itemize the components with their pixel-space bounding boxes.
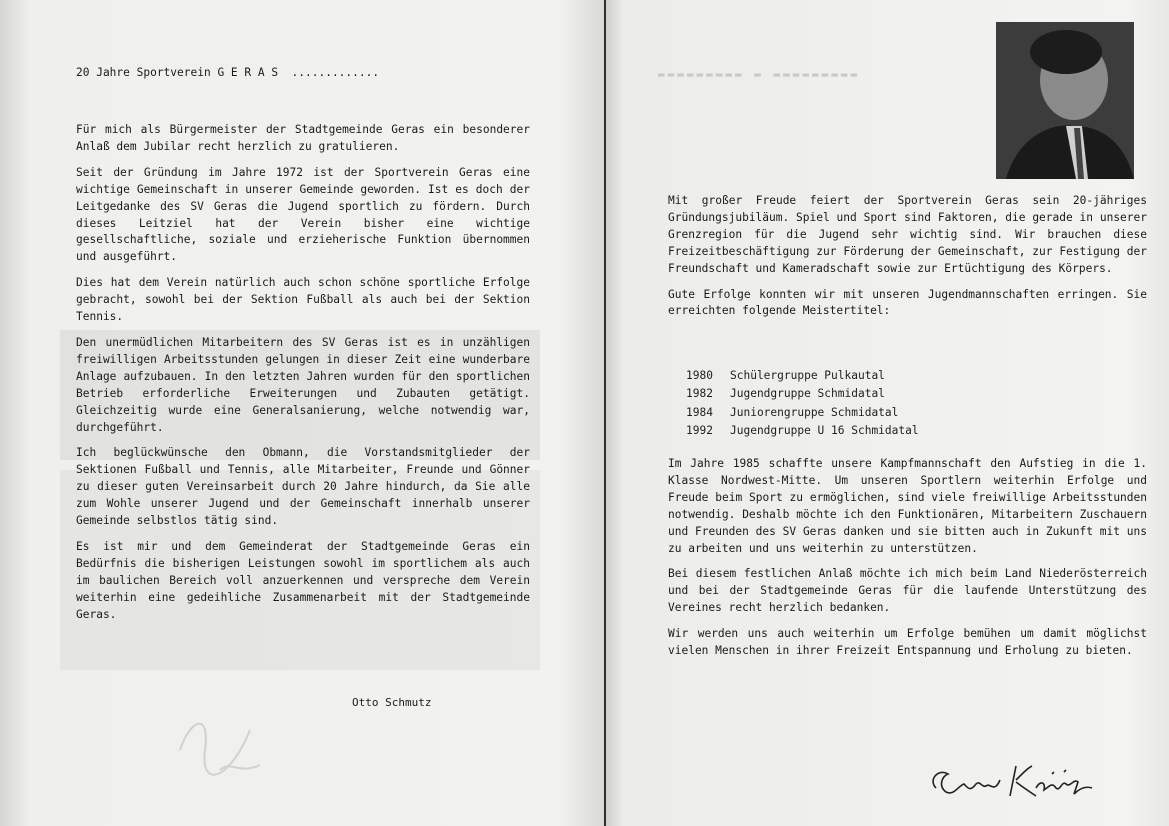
signer-name: Otto Schmutz: [352, 696, 432, 709]
paragraph: Dies hat dem Verein natürlich auch schon schöne sportliche Erfolge gebracht, sowohl bei der Sektion Fußball als auch bei der Sektion Tennis.: [76, 276, 530, 324]
title-year: 1982: [686, 387, 713, 401]
title-team: Schülergruppe Pulkautal: [730, 369, 885, 382]
title-team: Juniorengruppe Schmidatal: [730, 405, 899, 419]
paragraph: Wir werden uns auch weiterhin um Erfolge bemühen um damit möglichst vielen Menschen in ihrer Freizeit Entspannung und Erholung zu bieten.: [668, 627, 1147, 658]
paragraph: Für mich als Bürgermeister der Stadtgemeinde Geras ein besonderer Anlaß dem Jubilar recht herzlich zu gratulieren.: [76, 123, 530, 153]
paragraph: Den unermüdlichen Mitarbeitern des SV Geras ist es in unzähligen freiwilligen Arbeitsstunden gelungen in dieser Zeit eine wunderbare Anlage aufzubauen. In den letzten Jahren wurden für den sportlichen Betrieb erforderliche Erweiterungen und Zubauten getätigt. Gleichzeitig wurde eine Generalsanierung, welche notwendig war, durchgeführt.: [76, 335, 530, 434]
title-year: 1984: [686, 405, 713, 419]
paragraph: Im Jahre 1985 schaffte unsere Kampfmannschaft den Aufstieg in die 1. Klasse Nordwest-Mitte. Um unseren Sportlern weiterhin Erfolge und Freude beim Sport zu ermöglichen, sind viele freiwillige Arbeitsstunden notwendig. Deshalb möchte ich den Funktionären, Mitarbeitern Zuschauern und Freunden des SV Geras danken und sie bitten auch in Zukunft mit uns zu arbeiten und uns weiterhin zu unterstützen.: [668, 457, 1147, 555]
page-heading: 20 Jahre Sportverein G E R A S .............: [76, 66, 380, 79]
paragraph: Es ist mir und dem Gemeinderat der Stadtgemeinde Geras ein Bedürfnis die bisherigen Leistungen sowohl im sportlichem als auch im baulichen Bereich voll anzuerkennen und verspreche dem Verein weiterhin eine gedeihliche Zusammenarbeit mit der Stadtgemeinde Geras.: [76, 539, 530, 621]
title-team: Jugendgruppe U 16 Schmidatal: [730, 424, 919, 438]
paragraph: Bei diesem festlichen Anlaß möchte ich mich beim Land Niederösterreich und bei der Stadtgemeinde Geras für die laufende Unterstützung des Vereines recht herzlich bedanken.: [668, 567, 1147, 615]
list-item: [686, 385, 919, 403]
paragraph: Seit der Gründung im Jahre 1972 ist der Sportverein Geras eine wichtige Gemeinschaft in unserer Gemeinde geworden. Ist es doch der Leitgedanke des SV Geras die Jugend sportlich zu fördern. Durch dieses Leitziel hat der Verein bisher eine wichtige gesellschaftliche, soziale und erzieherische Funktion übernommen und ausgeführt.: [76, 165, 530, 264]
right-body-top: [668, 193, 1147, 329]
left-body: [76, 122, 530, 632]
championship-list: [686, 367, 919, 441]
title-year: 1992: [686, 424, 713, 438]
list-item: [686, 422, 919, 440]
title-year: 1980: [686, 369, 713, 382]
portrait-photo: [996, 22, 1134, 179]
bleed-through-signature: [160, 690, 280, 800]
bleed-through-text: ▬▬▬▬▬▬▬▬▬ ▬ ▬▬▬▬▬▬▬▬▬: [658, 68, 861, 81]
right-body-bottom: [668, 456, 1147, 669]
paragraph: Gute Erfolge konnten wir mit unseren Jugendmannschaften erringen. Sie erreichten folgende Meistertitel:: [668, 287, 1147, 318]
handwritten-signature: [924, 758, 1104, 806]
list-item: [686, 404, 919, 422]
right-page: [606, 0, 1169, 826]
title-team: Jugendgruppe Schmidatal: [730, 387, 885, 401]
list-item: [686, 367, 919, 385]
paragraph: Ich beglückwünsche den Obmann, die Vorstandsmitglieder der Sektionen Fußball und Tennis, alle Mitarbeiter, Freunde und Gönner zu dieser guten Vereinsarbeit durch 20 Jahre hindurch, da Sie alle zum Wohle unserer Jugend und der Gemeinschaft innerhalb unserer Gemeinde selbstlos tätig sind.: [76, 446, 530, 528]
paragraph: Mit großer Freude feiert der Sportverein Geras sein 20-jähriges Gründungsjubiläum. Spiel und Sport sind Faktoren, die gerade in unserer Grenzregion für die Jugend sehr wichtig sind. Wir brauchen diese Freizeitbeschäftigung zur Förderung der Gemeinschaft, zur Festigung der Freundschaft und Kameradschaft sowie zur Ertüchtigung des Körpers.: [668, 194, 1147, 275]
